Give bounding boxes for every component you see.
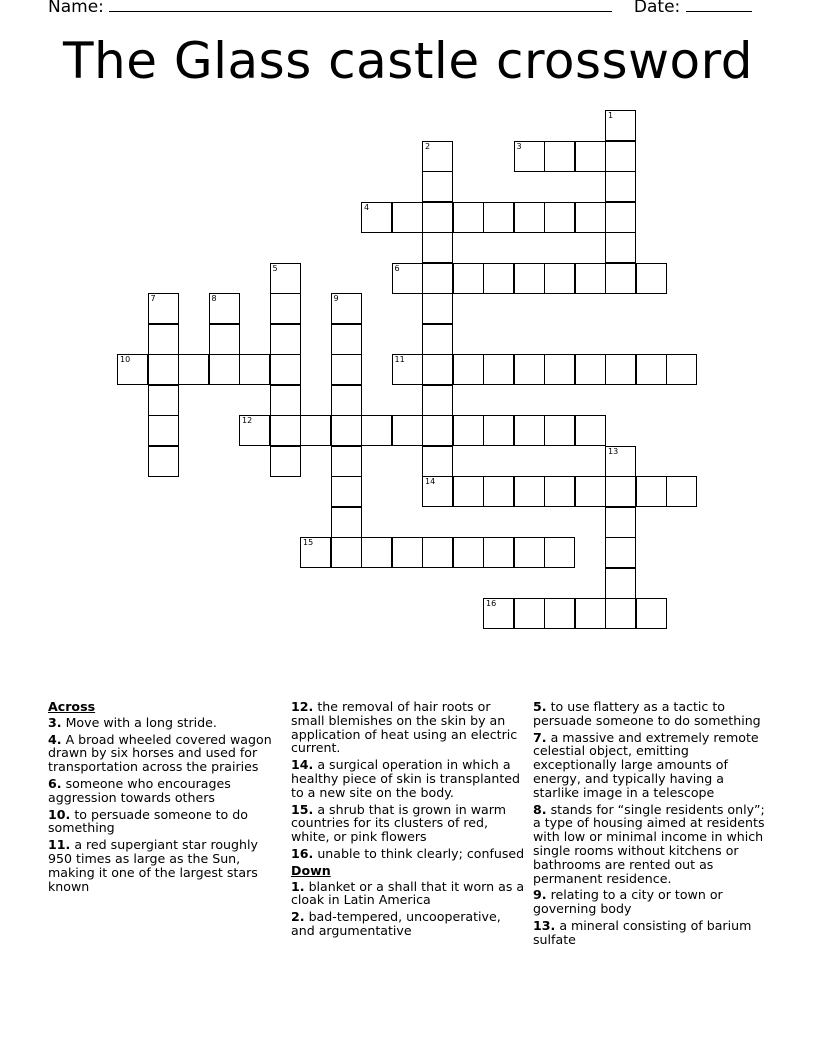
cell-number: 10	[120, 355, 131, 364]
grid-cell[interactable]	[422, 263, 453, 294]
grid-cell[interactable]	[270, 415, 301, 446]
grid-cell[interactable]	[239, 415, 270, 446]
name-label: Name:	[48, 0, 104, 17]
clue-number: 14.	[291, 757, 314, 773]
grid-cell[interactable]	[422, 537, 453, 568]
grid-cell[interactable]	[239, 354, 270, 385]
grid-cell[interactable]	[544, 415, 575, 446]
grid-cell[interactable]	[331, 415, 362, 446]
clue-text: relating to a city or town or governing body	[533, 887, 723, 917]
clue	[48, 838, 282, 893]
grid-cell[interactable]	[361, 415, 392, 446]
clue	[291, 910, 527, 938]
clue-number: 4.	[48, 731, 62, 747]
grid-cell[interactable]	[605, 537, 636, 568]
grid-cell[interactable]	[575, 202, 606, 233]
grid-cell[interactable]	[605, 110, 636, 141]
grid-cell[interactable]	[300, 415, 331, 446]
grid-cell[interactable]	[270, 293, 301, 324]
grid-cell[interactable]	[666, 354, 697, 385]
grid-cell[interactable]	[331, 476, 362, 507]
grid-cell[interactable]	[270, 354, 301, 385]
grid-cell[interactable]	[453, 476, 484, 507]
grid-cell[interactable]	[605, 476, 636, 507]
clue-number: 7.	[533, 729, 547, 745]
clue-text: bad-tempered, uncooperative, and argumentative	[291, 909, 501, 938]
grid-cell[interactable]	[361, 202, 392, 233]
grid-cell[interactable]	[605, 202, 636, 233]
grid-cell[interactable]	[270, 446, 301, 477]
clue-number: 1.	[291, 878, 305, 894]
grid-cell[interactable]	[605, 507, 636, 538]
grid-cell[interactable]	[605, 141, 636, 172]
grid-cell[interactable]	[361, 537, 392, 568]
clue-number: 9.	[533, 887, 547, 903]
grid-cell[interactable]	[331, 324, 362, 355]
cell-number: 11	[394, 355, 405, 364]
clue-text: Move with a long stride.	[61, 714, 217, 730]
clue-number: 15.	[291, 801, 314, 817]
cell-number: 3	[516, 141, 522, 151]
clues-column-3	[533, 700, 769, 950]
grid-cell[interactable]	[422, 476, 453, 507]
cell-number: 2	[425, 141, 431, 151]
grid-cell[interactable]	[453, 354, 484, 385]
clue-text: unable to think clearly; confused	[313, 845, 525, 861]
cell-number: 13	[608, 446, 619, 456]
clue	[48, 716, 282, 730]
clue	[291, 847, 527, 861]
grid-cell[interactable]	[605, 232, 636, 263]
grid-cell[interactable]	[270, 324, 301, 355]
grid-cell[interactable]	[453, 202, 484, 233]
grid-cell[interactable]	[514, 598, 545, 629]
clue-number: 6.	[48, 775, 62, 791]
clue-number: 13.	[533, 917, 556, 933]
grid-cell[interactable]	[422, 232, 453, 263]
grid-cell[interactable]	[483, 202, 514, 233]
grid-cell[interactable]	[148, 354, 179, 385]
grid-cell[interactable]	[148, 324, 179, 355]
cell-number: 5	[272, 263, 278, 273]
grid-cell[interactable]	[575, 476, 606, 507]
grid-cell[interactable]	[544, 141, 575, 172]
grid-cell[interactable]	[422, 354, 453, 385]
clue	[291, 700, 527, 755]
grid-cell[interactable]	[392, 263, 423, 294]
grid-cell[interactable]	[636, 598, 667, 629]
grid-cell[interactable]	[331, 385, 362, 416]
grid-cell[interactable]	[514, 354, 545, 385]
grid-cell[interactable]	[514, 263, 545, 294]
clue	[291, 880, 527, 908]
grid-cell[interactable]	[148, 415, 179, 446]
clue	[48, 733, 282, 774]
grid-cell[interactable]	[422, 171, 453, 202]
clue	[533, 888, 769, 916]
grid-cell[interactable]	[575, 141, 606, 172]
date-label: Date:	[633, 0, 681, 17]
cell-number: 1	[608, 111, 614, 120]
grid-cell[interactable]	[392, 415, 423, 446]
clues-column-1	[48, 700, 282, 896]
cell-number: 14	[425, 477, 436, 486]
grid-cell[interactable]	[544, 537, 575, 568]
clue	[533, 700, 769, 728]
clue-number: 2.	[291, 909, 305, 925]
down-heading: Down	[291, 862, 331, 878]
grid-cell[interactable]	[605, 598, 636, 629]
clue	[533, 731, 769, 800]
grid-cell[interactable]	[605, 568, 636, 599]
grid-cell[interactable]	[544, 263, 575, 294]
grid-cell[interactable]	[270, 263, 301, 294]
clue-number: 16.	[291, 845, 314, 861]
grid-cell[interactable]	[422, 446, 453, 477]
cell-number: 8	[211, 294, 217, 303]
grid-cell[interactable]	[453, 537, 484, 568]
grid-cell[interactable]	[178, 354, 209, 385]
clue-text: the removal of hair roots or small blemishes on the skin by an application of heat using an electric current.	[291, 699, 518, 756]
clue-text: to use flattery as a tactic to persuade someone to do something	[533, 699, 761, 728]
grid-cell[interactable]	[544, 354, 575, 385]
grid-cell[interactable]	[514, 202, 545, 233]
clue-text: a massive and extremely remote celestial object, emitting exceptionally large amounts of energy, and typically having a starlike image in a telescope	[533, 729, 759, 800]
grid-cell[interactable]	[636, 263, 667, 294]
grid-cell[interactable]	[666, 476, 697, 507]
clue-text: to persuade someone to do something	[48, 806, 248, 836]
cell-number: 7	[150, 294, 156, 303]
clue-number: 8.	[533, 801, 547, 817]
cell-number: 6	[394, 263, 400, 273]
grid-cell[interactable]	[148, 385, 179, 416]
grid-cell[interactable]	[209, 324, 240, 355]
grid-cell[interactable]	[422, 141, 453, 172]
clue-text: A broad wheeled covered wagon drawn by six horses and used for transportation across the prairies	[48, 731, 272, 775]
grid-cell[interactable]	[514, 415, 545, 446]
clue-text: blanket or a shall that it worn as a cloak in Latin America	[291, 878, 525, 908]
grid-cell[interactable]	[575, 598, 606, 629]
grid-cell[interactable]	[422, 202, 453, 233]
grid-cell[interactable]	[514, 537, 545, 568]
grid-cell[interactable]	[453, 415, 484, 446]
grid-cell[interactable]	[331, 293, 362, 324]
grid-cell[interactable]	[331, 507, 362, 538]
clue	[291, 758, 527, 799]
grid-cell[interactable]	[483, 598, 514, 629]
cell-number: 4	[364, 202, 370, 212]
cell-number: 12	[242, 416, 253, 425]
grid-cell[interactable]	[544, 476, 575, 507]
grid-cell[interactable]	[392, 354, 423, 385]
grid-cell[interactable]	[300, 537, 331, 568]
cell-number: 15	[303, 538, 314, 547]
grid-cell[interactable]	[209, 293, 240, 324]
grid-cell[interactable]	[575, 415, 606, 446]
grid-cell[interactable]	[331, 446, 362, 477]
grid-cell[interactable]	[575, 263, 606, 294]
grid-cell[interactable]	[636, 354, 667, 385]
grid-cell[interactable]	[483, 263, 514, 294]
clue-number: 10.	[48, 806, 71, 822]
clue	[533, 803, 769, 886]
grid-cell[interactable]	[483, 415, 514, 446]
grid-cell[interactable]	[483, 354, 514, 385]
across-heading: Across	[48, 699, 96, 714]
grid-cell[interactable]	[514, 141, 545, 172]
page-title: The Glass castle crossword	[62, 32, 754, 90]
grid-cell[interactable]	[575, 354, 606, 385]
grid-cell[interactable]	[544, 202, 575, 233]
clue-text: a red supergiant star roughly 950 times as large as the Sun, making it one of the largest stars known	[48, 837, 258, 894]
clue-number: 11.	[48, 837, 71, 853]
grid-cell[interactable]	[605, 171, 636, 202]
clue-text: someone who encourages aggression towards others	[48, 775, 231, 805]
grid-cell[interactable]	[117, 354, 148, 385]
clue-number: 3.	[48, 714, 62, 730]
grid-cell[interactable]	[392, 202, 423, 233]
grid-cell[interactable]	[605, 446, 636, 477]
clue-text: a shrub that is grown in warm countries for its clusters of red, white, or pink flowers	[291, 801, 506, 845]
clue-text: a surgical operation in which a healthy piece of skin is transplanted to a new site on the body.	[291, 757, 521, 800]
clue-number: 12.	[291, 699, 314, 714]
grid-cell[interactable]	[422, 415, 453, 446]
clue	[291, 803, 527, 844]
grid-cell[interactable]	[331, 537, 362, 568]
grid-cell[interactable]	[422, 293, 453, 324]
clue-number: 5.	[533, 699, 547, 714]
grid-cell[interactable]	[544, 598, 575, 629]
grid-cell[interactable]	[636, 476, 667, 507]
grid-cell[interactable]	[422, 385, 453, 416]
grid-cell[interactable]	[605, 263, 636, 294]
clue-text: a mineral consisting of barium sulfate	[533, 917, 752, 947]
grid-cell[interactable]	[453, 263, 484, 294]
grid-cell[interactable]	[483, 476, 514, 507]
clue-text: stands for “single residents only”; a type of housing aimed at residents with low or minimal income in which single rooms without kitchens or bathrooms are rented out as permanent residence.	[533, 801, 765, 886]
grid-cell[interactable]	[148, 446, 179, 477]
grid-cell[interactable]	[148, 293, 179, 324]
clue	[533, 919, 769, 947]
grid-cell[interactable]	[514, 476, 545, 507]
grid-cell[interactable]	[392, 537, 423, 568]
grid-cell[interactable]	[209, 354, 240, 385]
clue	[48, 777, 282, 805]
grid-cell[interactable]	[605, 354, 636, 385]
grid-cell[interactable]	[483, 537, 514, 568]
grid-cell[interactable]	[422, 324, 453, 355]
clue	[48, 808, 282, 836]
cell-number: 16	[486, 599, 497, 608]
clues-column-2	[291, 700, 527, 941]
grid-cell[interactable]	[331, 354, 362, 385]
grid-cell[interactable]	[270, 385, 301, 416]
cell-number: 9	[333, 294, 339, 303]
